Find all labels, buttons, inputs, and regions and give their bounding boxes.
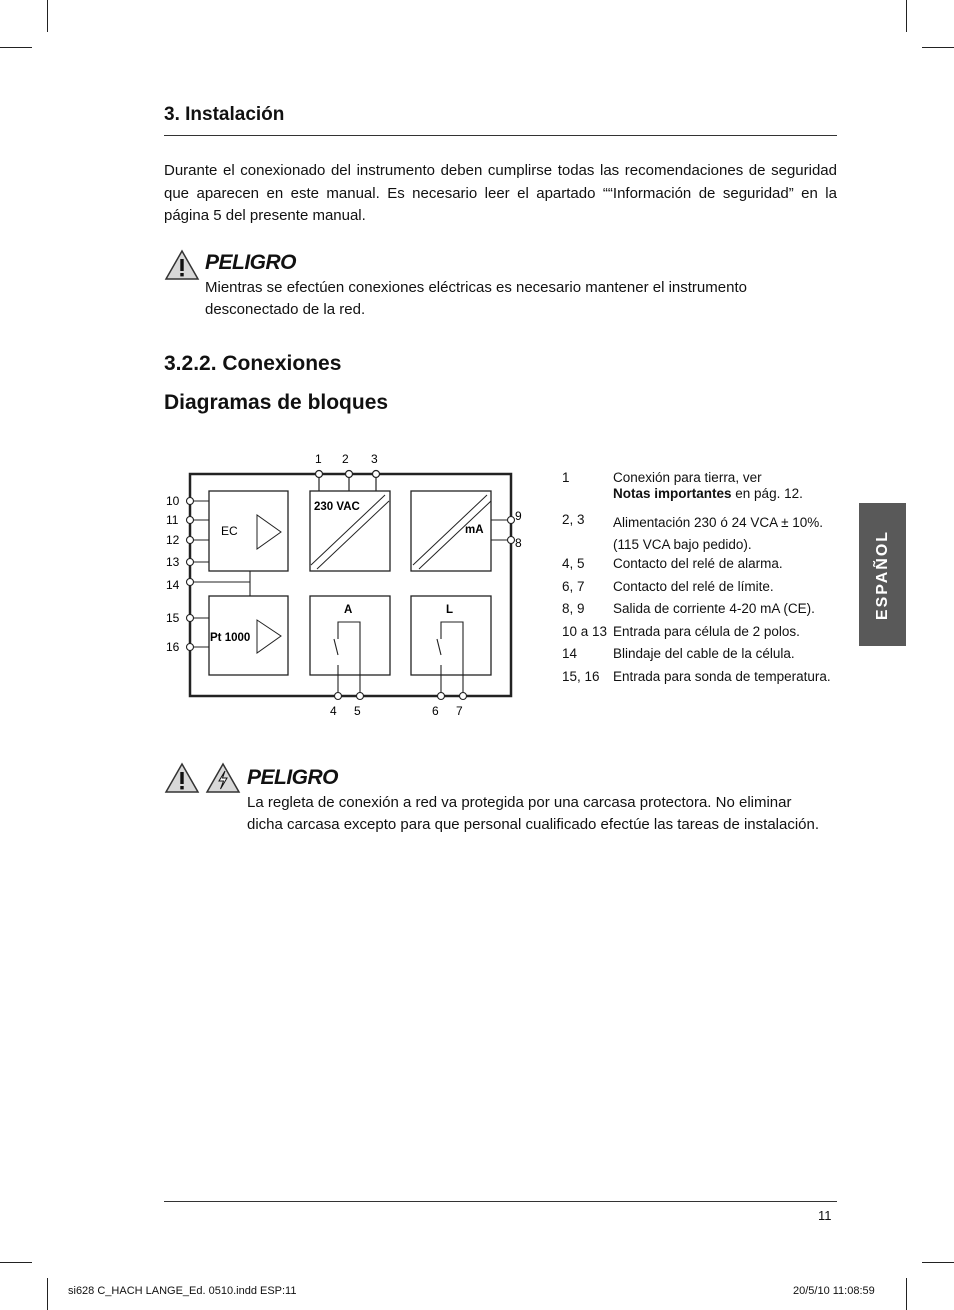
terminal-label: 14: [166, 578, 180, 592]
terminal-label: 12: [166, 533, 180, 547]
crop-mark: [47, 1278, 48, 1310]
terminal-3: [373, 471, 380, 478]
pt1000-label: Pt 1000: [210, 632, 251, 644]
section-rule: [164, 135, 837, 136]
terminal-label: 6: [432, 704, 439, 718]
terminal-label: 7: [456, 704, 463, 718]
footer-file-info: si628 C_HACH LANGE_Ed. 0510.indd ESP:11: [68, 1285, 297, 1297]
terminal-label: 5: [354, 704, 361, 718]
terminal-label: 13: [166, 555, 180, 569]
limit-label: L: [446, 604, 454, 616]
crop-mark: [0, 47, 32, 48]
terminal-label: 15: [166, 611, 180, 625]
ma-label: mA: [465, 524, 484, 536]
terminal-label: 11: [166, 513, 179, 527]
footer-timestamp: 20/5/10 11:08:59: [793, 1285, 875, 1297]
language-tab: [859, 503, 906, 646]
terminal-label: 1: [315, 452, 322, 466]
power-label: 230 VAC: [314, 501, 360, 513]
warning-title: PELIGRO: [247, 766, 339, 789]
diagram-heading: Diagramas de bloques: [164, 391, 389, 414]
terminal-label: 8: [515, 536, 522, 550]
footer-rule: [164, 1201, 837, 1202]
language-tab-label: ESPAÑOL: [873, 529, 891, 620]
crop-mark: [0, 1262, 32, 1263]
terminal-label: 4: [330, 704, 337, 718]
electric-hazard-icon: [205, 762, 241, 794]
terminal-2: [346, 471, 353, 478]
terminal-1: [316, 471, 323, 478]
terminal-label: 2: [342, 452, 349, 466]
subsection-title: 3.2.2. Conexiones: [164, 352, 342, 375]
ec-label: EC: [221, 524, 238, 538]
crop-mark: [906, 0, 907, 32]
block-diagram: [160, 445, 540, 725]
page-number: 11: [818, 1208, 832, 1223]
alarm-label: A: [344, 604, 353, 616]
terminal-label: 9: [515, 509, 522, 523]
crop-mark: [922, 1262, 954, 1263]
crop-mark: [47, 0, 48, 32]
warning-text: La regleta de conexión a red va protegida por una carcasa protectora. No eliminar dicha carcasa excepto para que personal cualificado efectúe las tareas de instalación.: [247, 794, 820, 833]
warning-text: Mientras se efectúen conexiones eléctricas es necesario mantener el instrumento desconectado de la red.: [205, 279, 747, 318]
warning-triangle-icon: [164, 249, 200, 281]
terminal-label: 16: [166, 640, 180, 654]
terminal-label: 10: [166, 494, 180, 508]
intro-paragraph: Durante el conexionado del instrumento deben cumplirse todas las recomendaciones de seguridad que aparecen en este manual. Es necesario leer el apartado ““Información de seguridad” en la página 5 del presente manual.: [164, 162, 837, 224]
warning-title: PELIGRO: [205, 251, 297, 274]
terminal-label: 3: [371, 452, 378, 466]
crop-mark: [906, 1278, 907, 1310]
warning-triangle-icon: [164, 762, 200, 794]
crop-mark: [922, 47, 954, 48]
section-title: 3. Instalación: [164, 104, 285, 125]
